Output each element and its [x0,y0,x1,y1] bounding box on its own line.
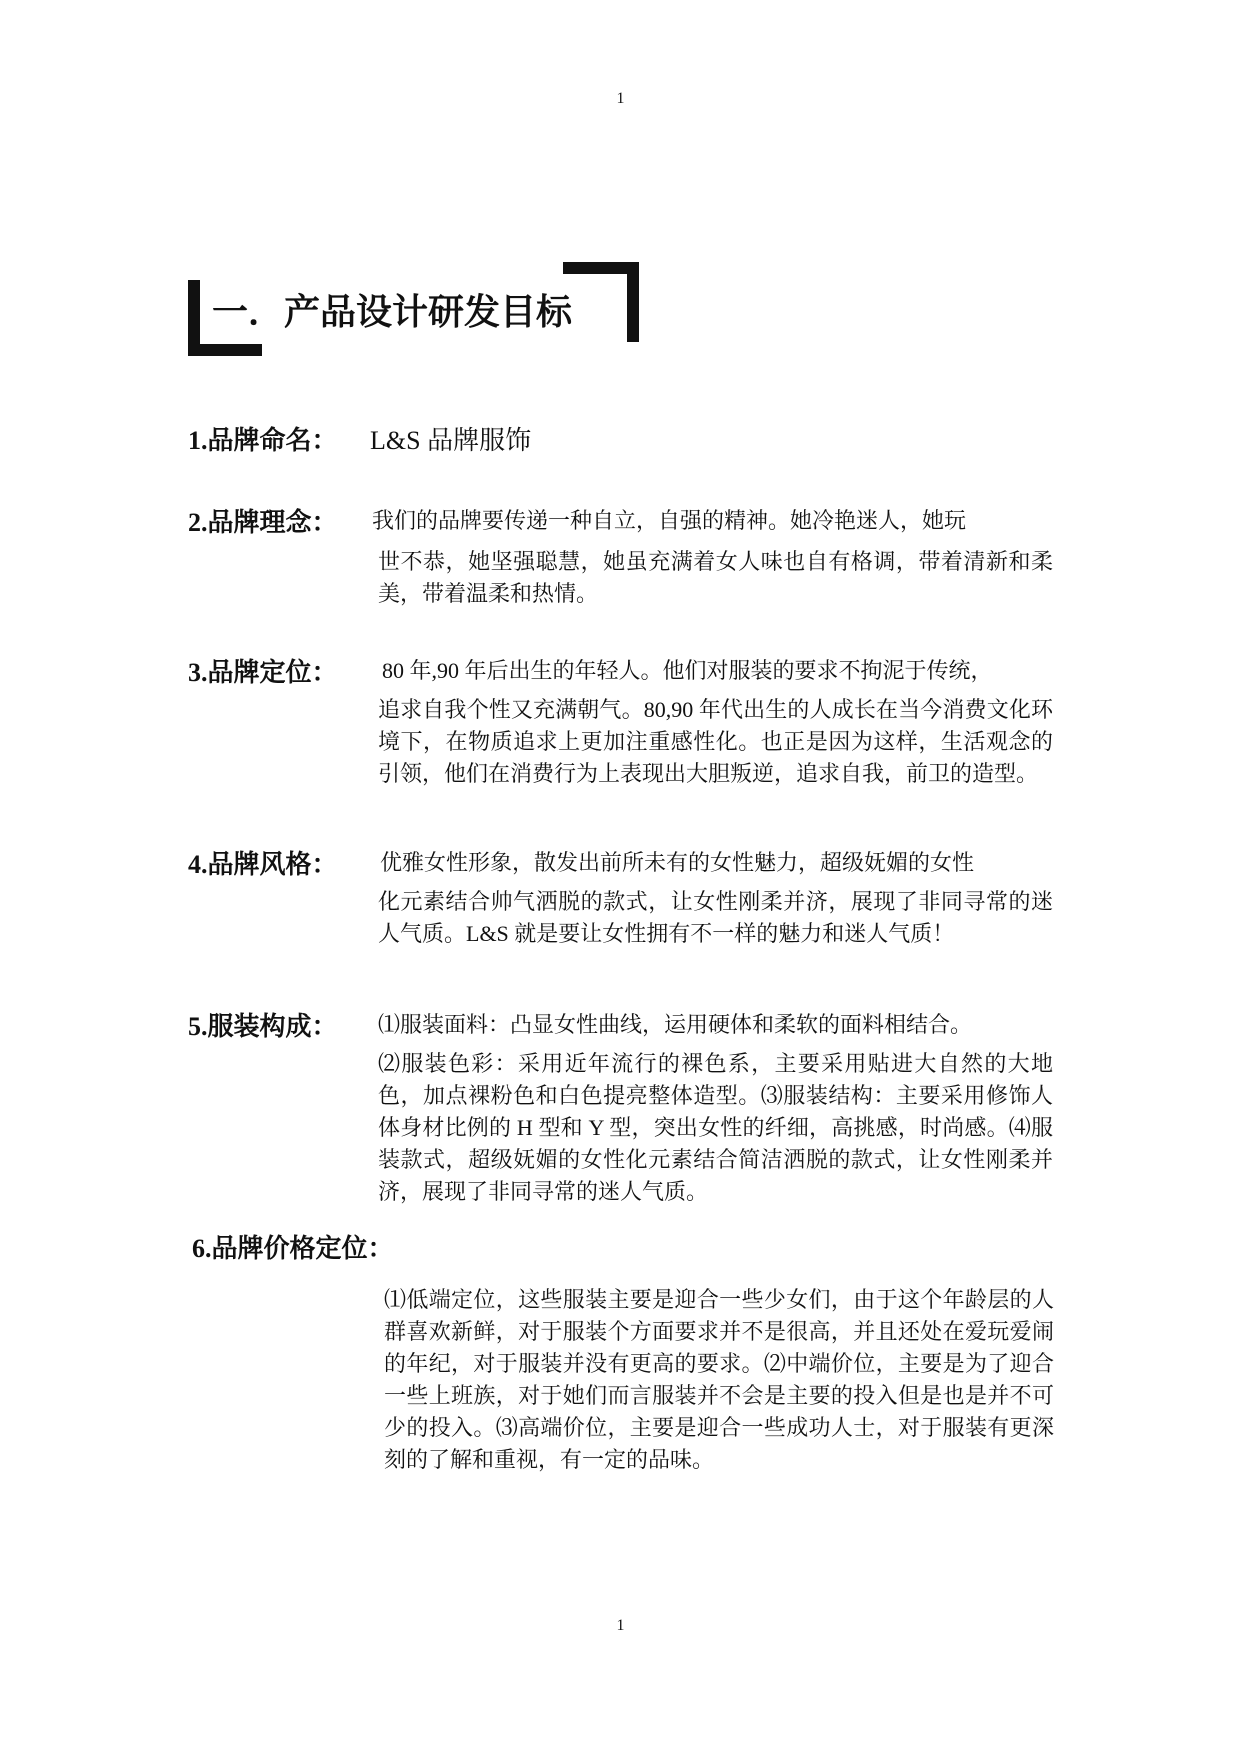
title-bracket-right [563,262,639,342]
page-title: 一．产品设计研发目标 [212,292,573,332]
section-label: 1.品牌命名： [188,426,338,455]
page-number-footer: 1 [616,1617,625,1634]
section-first-line: 我们的品牌要传递一种自立，自强的精神。她冷艳迷人，她玩 [372,508,967,533]
section-brand-concept [188,502,1058,612]
section-label: 5.服装构成： [188,1012,338,1041]
section-label: 6.品牌价格定位： [192,1234,394,1263]
section-first-line: 80 年,90 年后出生的年轻人。他们对服装的要求不拘泥于传统， [382,658,993,683]
page-number-header: 1 [616,90,625,107]
section-body: 世不恭，她坚强聪慧，她虽充满着女人味也自有格调，带着清新和柔美，带着温柔和热情。 [378,549,1053,606]
section-body: 追求自我个性又充满朝气。80,90 年代出生的人成长在当今消费文化环境下，在物质追求上更加注重感性化。也正是因为这样，生活观念的引领，他们在消费行为上表现出大胆叛逆，追求自我，前卫的造型。 [378,697,1053,786]
section-body: ⑵服装色彩：采用近年流行的裸色系，主要采用贴进大自然的大地色，加点裸粉色和白色提亮整体造型。⑶服装结构：主要采用修饰人体身材比例的 H 型和 Y 型，突出女性的纤细，高挑感，时尚感。⑷服装款式，超级妩媚的女性化元素结合简洁洒脱的款式，让女性刚柔并济，展现了非同寻常的迷人气质。 [378,1051,1053,1204]
brand-name-value: L&S 品牌服饰 [370,426,532,455]
section-label: 3.品牌定位： [188,658,338,687]
section-body: 化元素结合帅气洒脱的款式，让女性刚柔并济，展现了非同寻常的迷人气质。L&S 就是要让女性拥有不一样的魅力和迷人气质！ [378,889,1053,946]
section-clothing-composition [188,1006,1058,1216]
section-label: 4.品牌风格： [188,850,338,879]
section-brand-name [188,420,1058,460]
section-body: ⑴低端定位，这些服装主要是迎合一些少女们，由于这个年龄层的人群喜欢新鲜，对于服装个方面要求并不是很高，并且还处在爱玩爱闹的年纪，对于服装并没有更高的要求。⑵中端价位，主要是为了迎合一些上班族，对于她们而言服装并不会是主要的投入但是也是并不可少的投入。⑶高端价位，主要是迎合一些成功人士，对于服装有更深刻的了解和重视，有一定的品味。 [384,1287,1054,1472]
section-brand-style [188,844,1058,994]
section-first-line: 优雅女性形象，散发出前所未有的女性魅力，超级妩媚的女性 [380,850,975,875]
section-price-positioning [188,1228,1058,1518]
section-first-line: ⑴服装面料：凸显女性曲线，运用硬体和柔软的面料相结合。 [378,1012,973,1037]
section-label: 2.品牌理念： [188,508,338,537]
section-brand-positioning [188,652,1058,832]
